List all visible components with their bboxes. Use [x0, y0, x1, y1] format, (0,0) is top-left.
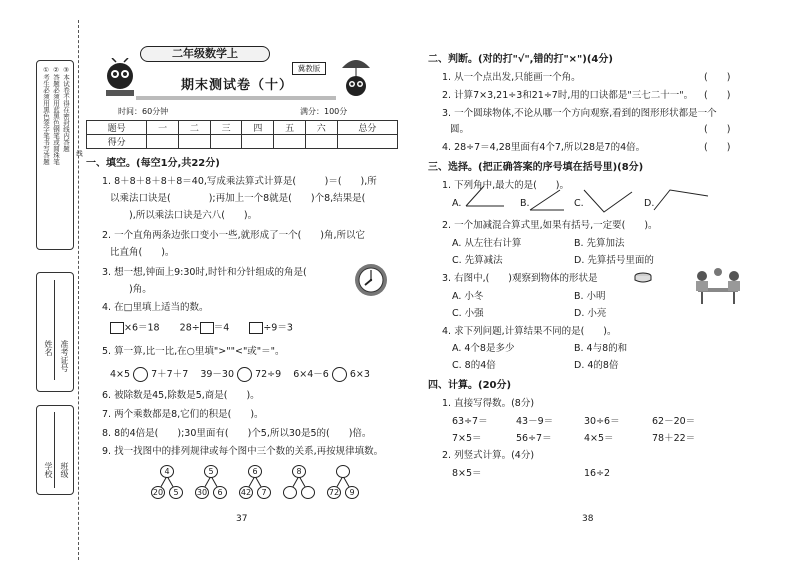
k1-item[interactable]: 63÷7＝ — [452, 416, 488, 427]
c2-opt-a[interactable]: A. 从左往右计算 — [452, 238, 522, 249]
k1: 1. 直接写得数。(8分) — [442, 398, 535, 409]
c1-opt-a[interactable]: A. — [452, 198, 462, 209]
page-title: 期末测试卷（十） — [180, 78, 293, 93]
school-field[interactable] — [54, 412, 55, 488]
q9-g1-left: 20 — [152, 488, 164, 497]
j1: 1. 从一个点出发,只能画一个角。 — [442, 72, 581, 83]
q3-line-2: )角。 — [110, 284, 152, 295]
q5-items — [110, 367, 370, 382]
q1-line-3: ),所以乘法口诀是六八( )。 — [110, 210, 258, 221]
binding-strip — [0, 0, 83, 574]
j3-line-2: 圆。 — [450, 124, 470, 135]
score-label: 满分：100分 — [300, 107, 348, 116]
q9: 9. 找一找图中的排列规律或每个图中三个数的关系,再按规律填数。 — [102, 446, 384, 457]
q4-item-3: ÷9＝3 — [263, 322, 293, 334]
q2-line-2: 比直角( )。 — [110, 247, 175, 258]
c2-opt-b[interactable]: B. 先算加法 — [574, 238, 625, 249]
notice-line-1: ①考生必须用黑色签字笔书写答题 — [42, 66, 50, 165]
c3-object-icon — [633, 271, 653, 285]
q5-compare-circle[interactable] — [133, 367, 148, 382]
q5-title: 5. 算一算,比一比,在○里填">""<"或"＝"。 — [102, 346, 285, 357]
q4-box-1[interactable] — [110, 322, 124, 334]
c4-opt-c[interactable]: C. 8的4倍 — [452, 360, 496, 371]
q5-compare-circle[interactable] — [237, 367, 252, 382]
section-3-title: 三、选择。(把正确答案的序号填在括号里)(8分) — [428, 162, 644, 173]
q9-g2-top: 5 — [204, 465, 218, 478]
children-at-table-icon — [688, 266, 748, 306]
j2: 2. 计算7×3,21÷3和21÷7时,用的口诀都是"三七二十一"。 — [442, 90, 694, 101]
banner-stripe — [136, 96, 336, 100]
q9-g1-top: 4 — [160, 465, 174, 478]
q4-item-2b: ＝4 — [213, 322, 230, 334]
q5-item: 72÷9 — [255, 369, 282, 380]
c1-opt-b[interactable]: B. — [520, 198, 530, 209]
c3-opt-c[interactable]: C. 小强 — [452, 308, 484, 319]
seal-line — [78, 20, 79, 560]
q9-g4-top: 8 — [292, 465, 306, 478]
c4-opt-b[interactable]: B. 4与8的和 — [574, 343, 628, 354]
q8: 8. 8的4倍是( );30里面有( )个5,所以30是5的( )倍。 — [102, 428, 372, 439]
section-2-title: 二、判断。(对的打"√",错的打"×")(4分) — [428, 54, 613, 65]
q1-line-1: 1. 8＋8＋8＋8＋8＝40,写成乘法算式计算是( )＝( ),所 — [102, 176, 377, 187]
c1-angles — [464, 184, 714, 216]
notice-line-mark: 线 — [75, 150, 83, 157]
notice-line-2: ②答题必须用蓝黑色钢笔或圆珠笔 — [52, 66, 60, 165]
score-cell: 六 — [305, 121, 337, 135]
time-label: 时间：60分钟 — [118, 107, 169, 116]
k1-item[interactable]: 78＋22＝ — [652, 433, 696, 444]
c2: 2. 一个加减混合算式里,如果有括号,一定要( )。 — [442, 220, 658, 231]
school-label: 学校 — [44, 462, 53, 478]
c1-opt-c[interactable]: C. — [574, 198, 584, 209]
q9-g5-right: 9 — [345, 486, 359, 499]
q5-compare-circle[interactable] — [332, 367, 347, 382]
q4-box-2[interactable] — [200, 322, 214, 334]
school-box — [36, 405, 74, 495]
score-input-cell[interactable] — [210, 135, 242, 149]
k2-item-2[interactable]: 16÷2 — [584, 468, 611, 479]
section-4-title: 四、计算。(20分) — [428, 380, 512, 391]
score-input-cell[interactable] — [179, 135, 211, 149]
q4-item-1: ×6＝18 — [124, 322, 160, 334]
clock-icon — [354, 263, 388, 297]
name-field[interactable] — [54, 280, 55, 380]
c4: 4. 求下列问题,计算结果不同的是( )。 — [442, 326, 617, 337]
mascot-right-icon — [336, 52, 376, 102]
score-cell: 总分 — [337, 121, 397, 135]
q4-items — [110, 322, 293, 335]
q9-g2-left: 30 — [196, 488, 208, 497]
q6: 6. 被除数是45,除数是5,商是( )。 — [102, 390, 260, 401]
c3-opt-a[interactable]: A. 小冬 — [452, 291, 484, 302]
name-box — [36, 272, 74, 392]
c1-opt-d[interactable]: D. — [644, 198, 655, 209]
q9-g4-right[interactable] — [301, 486, 315, 499]
score-cell: 得分 — [87, 135, 147, 149]
score-cell: 二 — [179, 121, 211, 135]
score-input-cell[interactable] — [147, 135, 179, 149]
q1-line-2: 以乘法口诀是( );再加上一个8就是( )个8,结果是( — [110, 193, 366, 204]
j2-answer[interactable]: ( ) — [704, 90, 731, 101]
k1-item[interactable]: 62－20＝ — [652, 416, 696, 427]
page-number-left: 37 — [236, 514, 248, 524]
j3-line-1: 3. 一个圆球物体,不论从哪一个方向观察,看到的图形形状都是一个 — [442, 108, 717, 119]
score-cell: 三 — [210, 121, 242, 135]
q3-line-1: 3. 想一想,钟面上9:30时,时针和分针组成的角是( — [102, 267, 307, 278]
score-cell: 四 — [242, 121, 274, 135]
c4-opt-d[interactable]: D. 4的8倍 — [574, 360, 619, 371]
c3-opt-b[interactable]: B. 小明 — [574, 291, 606, 302]
q4-title: 4. 在□里填上适当的数。 — [102, 302, 209, 313]
q5-item: 7＋7＋7 — [151, 369, 189, 380]
j4: 4. 28÷7＝4,28里面有4个7,所以28是7的4倍。 — [442, 142, 646, 153]
edition-badge: 冀教版 — [292, 62, 326, 75]
name-label: 姓名 — [44, 340, 53, 356]
notice-line-3: ③本试卷不得在密封线内答题 — [62, 66, 70, 152]
c2-opt-c[interactable]: C. 先算减法 — [452, 255, 503, 266]
exam-no-label: 准考证号 — [60, 340, 69, 372]
q9-g5-left: 72 — [328, 488, 340, 497]
k1-item[interactable]: 30÷6＝ — [584, 416, 620, 427]
q4-box-3[interactable] — [249, 322, 263, 334]
q9-g4-left[interactable] — [283, 486, 297, 499]
score-cell: 五 — [274, 121, 306, 135]
q2-line-1: 2. 一个直角两条边张口变小一些,就形成了一个( )角,所以它 — [102, 230, 366, 241]
page-number-right: 38 — [582, 514, 594, 524]
q9-g3-left: 42 — [240, 488, 252, 497]
score-table-header-row — [87, 121, 398, 135]
q4-item-2a: 28÷ — [179, 322, 200, 334]
score-cell: 一 — [147, 121, 179, 135]
score-table-score-row — [87, 135, 398, 149]
mascot-left-icon — [102, 58, 138, 98]
score-table — [86, 120, 398, 149]
score-input-cell[interactable] — [274, 135, 306, 149]
banner-title: 二年级数学上 — [140, 46, 270, 62]
k1-item[interactable]: 56÷7＝ — [516, 433, 552, 444]
q9-g3-right: 7 — [257, 486, 271, 499]
c1: 1. 下列角中,最大的是( )。 — [442, 180, 570, 191]
score-cell: 题号 — [87, 121, 147, 135]
c2-opt-d[interactable]: D. 先算括号里面的 — [574, 255, 654, 266]
j1-answer[interactable]: ( ) — [704, 72, 731, 83]
section-1-title: 一、填空。(每空1分,共22分) — [86, 158, 220, 169]
k1-item[interactable]: 7×5＝ — [452, 433, 482, 444]
q7: 7. 两个乘数都是8,它们的积是( )。 — [102, 409, 264, 420]
class-label: 班级 — [60, 462, 69, 478]
k1-item[interactable]: 43－9＝ — [516, 416, 554, 427]
score-input-cell[interactable] — [305, 135, 337, 149]
header-area — [100, 44, 400, 114]
q5-item: 6×3 — [349, 369, 370, 380]
q9-g3-top: 6 — [248, 465, 262, 478]
j3-answer[interactable]: ( ) — [704, 124, 731, 135]
score-input-cell[interactable] — [242, 135, 274, 149]
q5-item: 4×5 — [110, 369, 131, 380]
c3-opt-d[interactable]: D. 小亮 — [574, 308, 607, 319]
q9-g2-right: 6 — [213, 486, 227, 499]
q5-item: 39－30 — [200, 369, 235, 380]
c3: 3. 右图中,( )观察到物体的形状是 — [442, 273, 598, 284]
score-input-cell[interactable] — [337, 135, 397, 149]
k2-item-1[interactable]: 8×5＝ — [452, 468, 482, 479]
q5-item: 6×4－6 — [293, 369, 329, 380]
q9-g5-top[interactable] — [336, 465, 350, 478]
c4-opt-a[interactable]: A. 4个8是多少 — [452, 343, 515, 354]
q9-g1-right: 5 — [169, 486, 183, 499]
j4-answer[interactable]: ( ) — [704, 142, 731, 153]
k1-item[interactable]: 4×5＝ — [584, 433, 614, 444]
k2: 2. 列竖式计算。(4分) — [442, 450, 535, 461]
